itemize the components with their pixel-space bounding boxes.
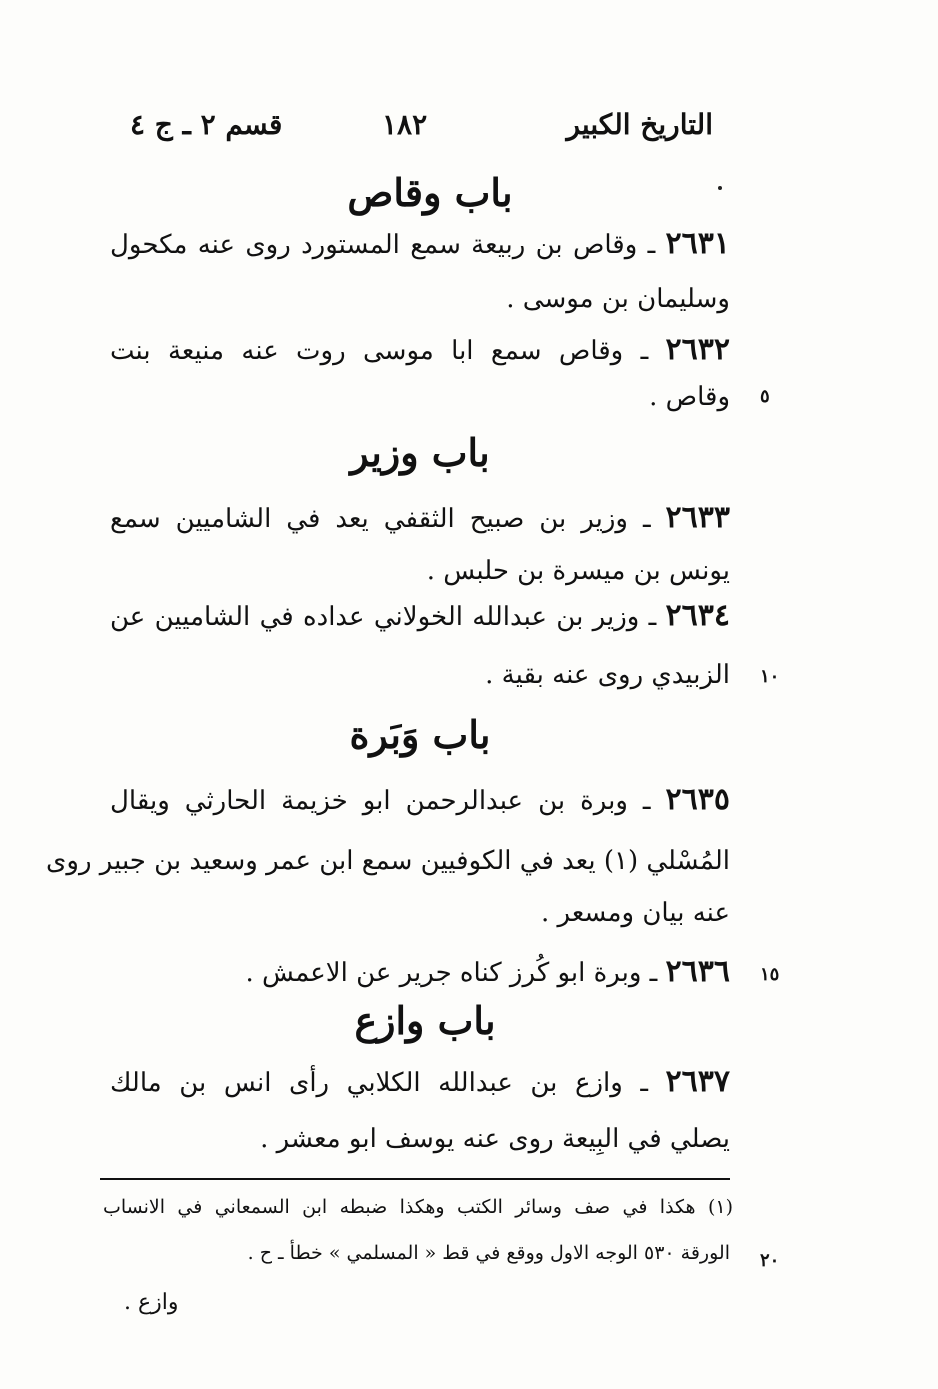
line-number-margin: ٥ [760,386,770,407]
entry-text: ـ وزير بن عبدالله الخولاني عداده في الشاميين عن [110,602,666,632]
footnote-rule [100,1178,730,1180]
section-heading-waqqas: باب وقاص [347,170,513,215]
running-title: التاريخ الكبير [566,108,713,141]
entry-2632 [110,332,730,367]
entry-text: ـ وزير بن صبيح الثقفي يعد في الشاميين سمع [110,504,666,534]
entry-number: ٢٦٣٦ [665,954,730,989]
entry-number: ٢٦٣٣ [665,500,730,535]
entry-text: ـ وازع بن عبدالله الكلابي رأى انس بن مالك [110,1068,666,1098]
footnote-1-tail: وازع . [124,1290,179,1315]
entry-number: ٢٦٣٥ [665,782,730,817]
footnote-1-continued: الورقة ٥٣٠ الوجه الاول ووقع في قط « المسلمي » خطأ ـ ح . [247,1242,730,1264]
margin-dot [718,186,722,190]
entry-text: ـ وقاص بن ربيعة سمع المستورد روى عنه مكحول [110,230,666,260]
entry-2633-continued: يونس بن ميسرة بن حلبس . [426,556,730,586]
entry-2632-continued: وقاص . [649,382,730,412]
entry-number: ٢٦٣٢ [665,332,730,367]
entry-text: ـ وبرة بن عبدالرحمن ابو خزيمة الحارثي ويقال [110,786,666,816]
entry-text: ـ وبرة ابو كُرز كناه جرير عن الاعمش . [245,958,666,988]
page-number: ١٨٢ [382,108,428,141]
entry-2631-continued: وسليمان بن موسى . [506,284,730,314]
entry-number: ٢٦٣٧ [665,1064,730,1099]
volume-section: قسم ٢ ـ ج ٤ [130,108,283,141]
entry-2635-line3: عنه بيان ومسعر . [540,898,730,928]
line-number-margin: ١٠ [760,666,780,687]
section-heading-wazi: باب وازع [354,998,496,1043]
entry-text: ـ وقاص سمع ابا موسى روت عنه منيعة بنت [110,336,666,366]
line-number-margin: ١٥ [760,964,780,985]
entry-number: ٢٦٣٤ [665,598,730,633]
entry-2637-continued: يصلي في البِيعة روى عنه يوسف ابو معشر . [260,1124,730,1154]
entry-2635-line2: المُسْلي (١) يعد في الكوفيين سمع ابن عمر وسعيد بن جبير روى [46,846,730,876]
footnote-1: (١) هكذا في صف وسائر الكتب وهكذا ضبطه ابن السمعاني في الانساب [103,1196,733,1218]
entry-2634 [110,598,730,633]
entry-number: ٢٦٣١ [665,226,730,261]
entry-2633 [110,500,730,535]
section-heading-wazir: باب وزير [350,430,490,475]
entry-2631 [110,226,730,261]
entry-2636 [246,954,730,989]
entry-2635 [110,782,730,817]
entry-2637 [110,1064,730,1099]
entry-2634-continued: الزبيدي روى عنه بقية . [485,660,730,690]
section-heading-wabara: باب وَبَرة [349,712,491,757]
line-number-margin: ٢٠ [760,1250,780,1271]
